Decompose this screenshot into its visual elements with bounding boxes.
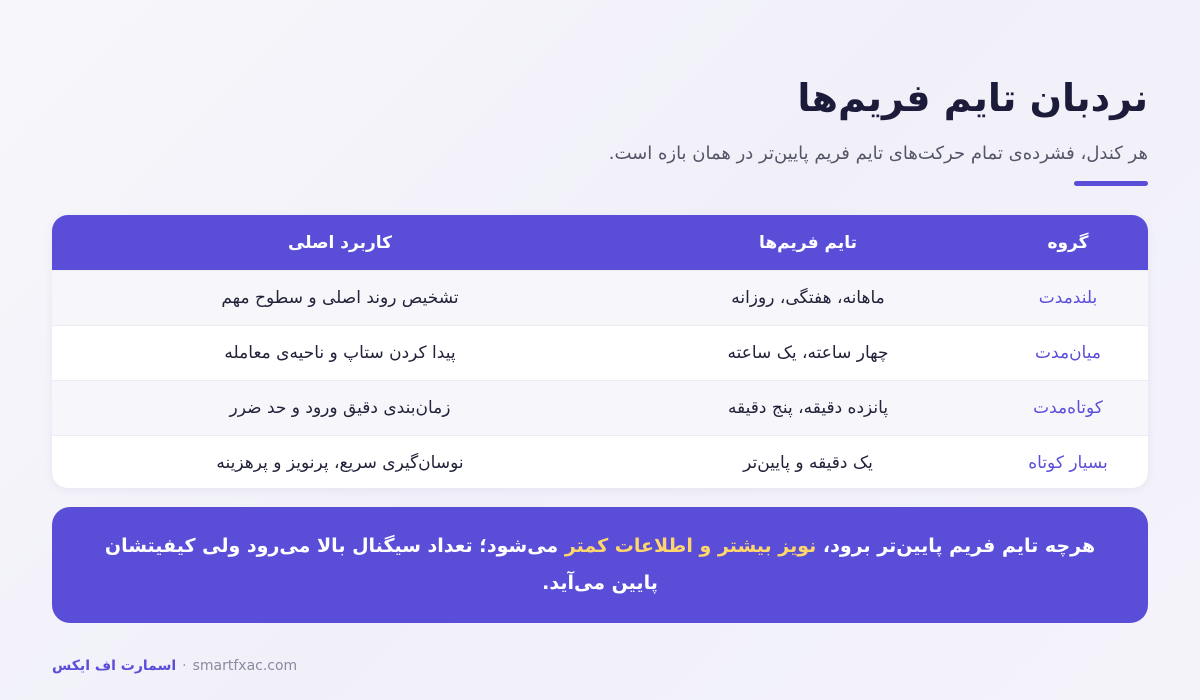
table-row [52,270,1148,325]
title-accent-line [1074,181,1148,186]
row-timeframes: چهار ساعته، یک ساعته [727,343,889,363]
row-group: کوتاه‌مدت [1033,398,1103,418]
footer [52,658,297,674]
row-usage: پیدا کردن ستاپ و ناحیه‌ی معامله [224,343,456,363]
page-title: نردبان تایم فریم‌ها [797,76,1148,120]
table-row [52,435,1148,488]
row-group: بسیار کوتاه [1028,453,1108,473]
row-timeframes: پانزده دقیقه، پنج دقیقه [727,398,889,418]
row-timeframes: ماهانه، هفتگی، روزانه [731,288,885,308]
row-group: بلندمدت [1038,288,1098,308]
row-usage: زمان‌بندی دقیق ورود و حد ضرر [229,398,451,418]
row-timeframes: یک دقیقه و پایین‌تر [743,453,873,473]
header-group: گروه [1047,232,1089,253]
header-timeframes: تایم فریم‌ها [759,232,857,253]
header-usage: کاربرد اصلی [287,232,393,253]
key-note-text [100,528,1100,602]
table-row [52,380,1148,435]
table-row [52,325,1148,380]
footer-separator: · [182,658,187,674]
note-highlight: نویز بیشتر و اطلاعات کمتر [564,534,817,557]
footer-website: smartfxac.com [192,658,298,674]
row-usage: نوسان‌گیری سریع، پرنویز و پرهزینه [216,453,464,473]
footer-brand: اسمارت اف ایکس [52,658,177,674]
table-header-row [52,215,1148,270]
timeframe-table [52,215,1148,488]
row-usage: تشخیص روند اصلی و سطوح مهم [221,288,459,308]
note-text-after: می‌شود؛ تعداد سیگنال بالا می‌رود ولی کیفیتشان پایین می‌آید. [104,534,658,594]
page-subtitle: هر کندل، فشرده‌ی تمام حرکت‌های تایم فریم پایین‌تر در همان بازه است. [608,143,1148,164]
key-note-box [52,507,1148,623]
note-text-before: هرچه تایم فریم پایین‌تر برود، [816,534,1096,557]
row-group: میان‌مدت [1035,343,1101,363]
